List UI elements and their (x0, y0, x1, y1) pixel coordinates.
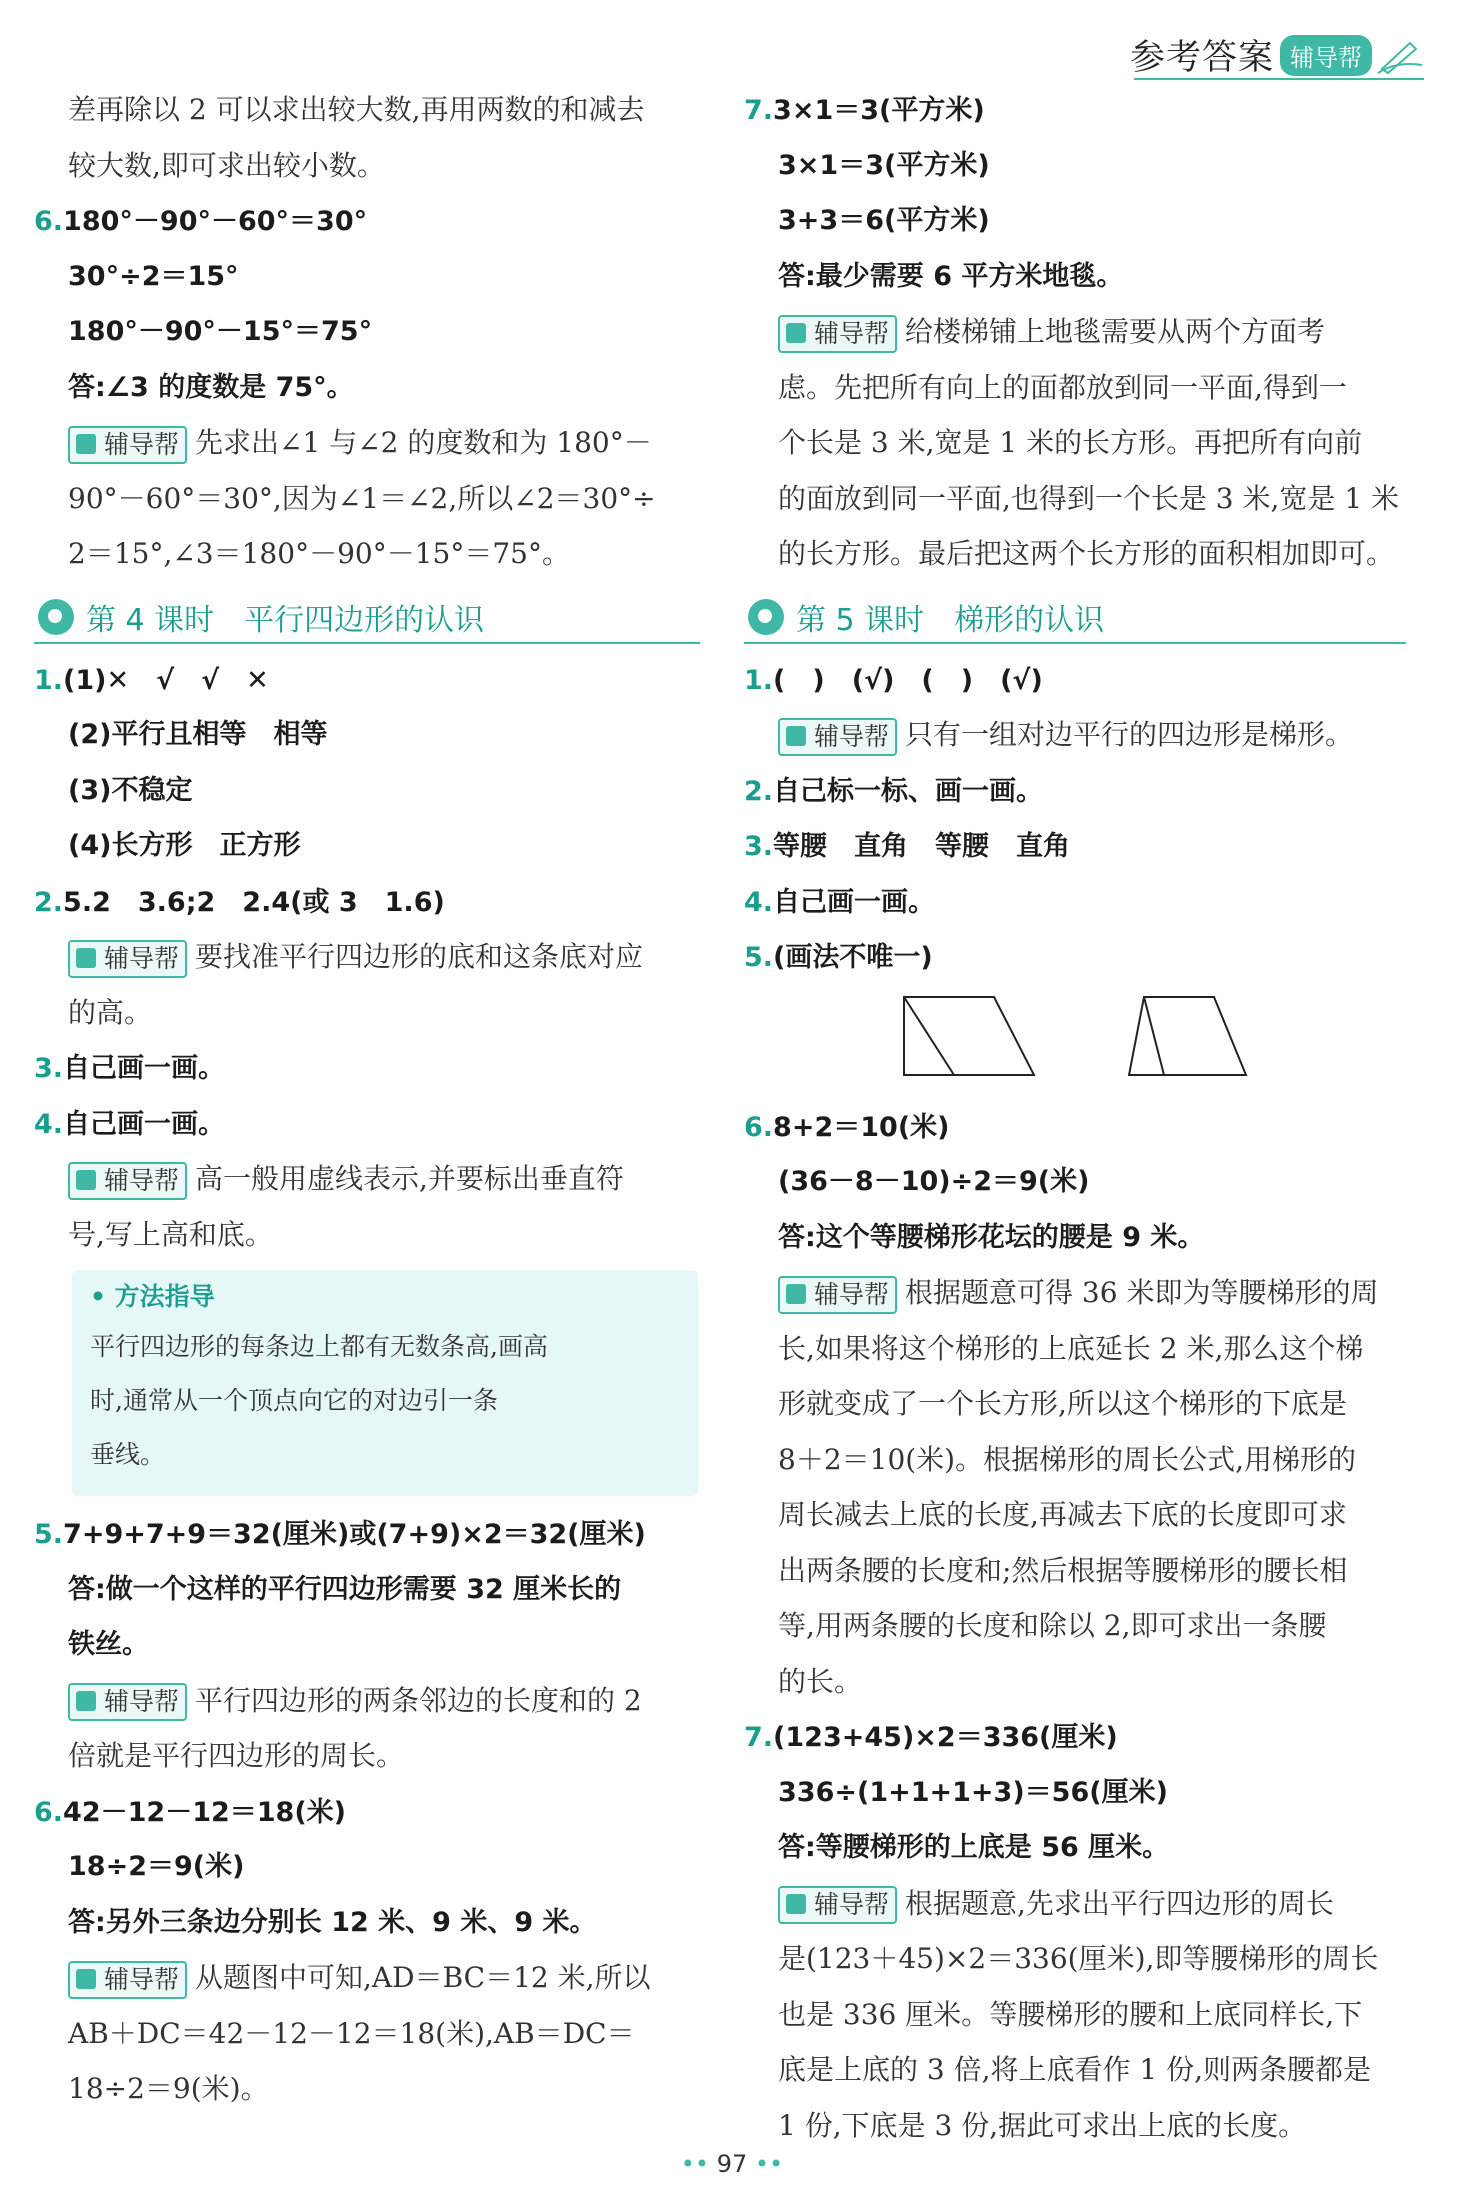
helper-note-line: 倍就是平行四边形的周长。 (68, 1739, 405, 1772)
answer-line: 自己画一画。 (773, 886, 936, 918)
answer-line: 等腰 直角 等腰 直角 (773, 831, 1071, 862)
question-number: 5. (34, 1519, 64, 1550)
helper-note: 辅导帮 根据题意,先求出平行四边形的周长 (744, 1876, 1406, 1932)
answer-line: 42－12－12＝18(米) (63, 1796, 347, 1828)
parallelogram-split-figure (904, 997, 1034, 1075)
helper-note: 辅导帮 只有一组对边平行的四边形是梯形。 (744, 707, 1406, 763)
left-column (34, 82, 700, 2117)
answer-line: 180°－90°－15°＝75° (68, 316, 373, 347)
answer-line: 自己标一标、画一画。 (773, 775, 1044, 807)
helper-badge: 辅导帮 (68, 1683, 187, 1721)
helper-note-line: 周长减去上底的长度,再减去下底的长度即可求 (778, 1498, 1347, 1531)
tip-line: 平行四边形的每条边上都有无数条高,画高 (90, 1332, 548, 1361)
answer-line: 30°÷2＝15° (68, 260, 239, 292)
question-number: 6. (34, 1796, 64, 1828)
question-number: 3. (744, 831, 774, 862)
helper-note-line: 2＝15°,∠3＝180°－90°－15°＝75°。 (68, 537, 570, 570)
bell-icon (748, 599, 784, 635)
answer-line: 答:这个等腰梯形花坛的腰是 9 米。 (778, 1221, 1205, 1253)
tip-line: 时,通常从一个顶点向它的对边引一条 (90, 1386, 498, 1415)
helper-note-line: 长,如果将这个梯形的上底延长 2 米,那么这个梯 (778, 1331, 1364, 1365)
answer-line: (画法不唯一) (773, 942, 933, 973)
bell-icon (38, 599, 74, 635)
helper-note-line: 1 份,下底是 3 份,据此可求出上底的长度。 (778, 2108, 1307, 2142)
tip-title: • 方法指导 (90, 1282, 215, 1311)
helper-note-line: AB＋DC＝42－12－12＝18(米),AB＝DC＝ (68, 2016, 635, 2050)
question-number: 6. (744, 1111, 774, 1143)
helper-badge: 辅导帮 (778, 1886, 897, 1924)
helper-note-line: 18÷2＝9(米)。 (68, 2072, 269, 2105)
helper-note-line: 底是上底的 3 倍,将上底看作 1 份,则两条腰都是 (778, 2053, 1372, 2086)
answer-line: 8+2＝10(米) (773, 1111, 950, 1143)
helper-note: 辅导帮 平行四边形的两条邻边的长度和的 2 (34, 1673, 700, 1729)
right-column (744, 82, 1406, 2153)
question-number: 5. (744, 942, 774, 973)
helper-note-line: 的长。 (778, 1664, 863, 1698)
answer-line: 答:等腰梯形的上底是 56 厘米。 (778, 1832, 1170, 1863)
answer-line: 180°－90°－60°＝30° (63, 206, 368, 237)
answer-line: 答:做一个这样的平行四边形需要 32 厘米长的 (68, 1573, 622, 1605)
question-number: 1. (34, 664, 64, 696)
helper-badge: 辅导帮 (778, 1276, 897, 1314)
trapezoid-split-figure (1129, 997, 1246, 1075)
answer-line: (123+45)×2＝336(厘米) (773, 1722, 1118, 1753)
helper-note-line: 出两条腰的长度和;然后根据等腰梯形的腰长相 (778, 1553, 1348, 1587)
question-number: 1. (744, 664, 774, 696)
pencil-icon (1376, 35, 1424, 75)
helper-note: 辅导帮 高一般用虚线表示,并要标出垂直符 (34, 1151, 700, 1207)
helper-note-line: 的高。 (68, 995, 153, 1029)
header-tag: 辅导帮 (1280, 35, 1372, 76)
helper-badge: 辅导帮 (68, 940, 187, 978)
trapezoid-figures (744, 985, 1406, 1099)
section-title: 第 5 课时 梯形的认识 (796, 602, 1105, 638)
question-number: 7. (744, 1722, 774, 1753)
answer-line: 3×1＝3(平方米) (773, 95, 985, 126)
question-number: 2. (34, 886, 64, 918)
helper-note-line: 的长方形。最后把这两个长方形的面积相加即可。 (778, 537, 1395, 570)
section-heading (34, 582, 700, 652)
section-heading (744, 582, 1406, 652)
helper-badge: 辅导帮 (778, 718, 897, 756)
answer-line: 答:另外三条边分别长 12 米、9 米、9 米。 (68, 1906, 597, 1938)
helper-note: 辅导帮 要找准平行四边形的底和这条底对应 (34, 929, 700, 985)
answer-line: 自己画一画。 (63, 1053, 226, 1084)
answer-line: 3×1＝3(平方米) (778, 149, 990, 181)
method-tip-box (72, 1270, 698, 1496)
answer-line: 答:∠3 的度数是 75°。 (68, 371, 354, 403)
helper-note-line: 形就变成了一个长方形,所以这个梯形的下底是 (778, 1387, 1347, 1420)
page-number: 97 (716, 2150, 748, 2178)
helper-note-line: 是(123＋45)×2＝336(厘米),即等腰梯形的周长 (778, 1942, 1379, 1975)
question-number: 7. (744, 95, 774, 126)
answer-line: 自己画一画。 (63, 1108, 226, 1140)
helper-badge: 辅导帮 (68, 1961, 187, 1999)
section-title: 第 4 课时 平行四边形的认识 (86, 602, 485, 638)
text-line: 差再除以 2 可以求出较大数,再用两数的和减去 (68, 93, 645, 126)
helper-note-line: 也是 336 厘米。等腰梯形的腰和上底同样长,下 (778, 1997, 1363, 2031)
tip-line: 垂线。 (90, 1440, 166, 1469)
answer-line: 3+3＝6(平方米) (778, 205, 990, 236)
answer-line: 336÷(1+1+1+3)＝56(厘米) (778, 1776, 1168, 1808)
helper-note-line: 等,用两条腰的长度和除以 2,即可求出一条腰 (778, 1609, 1327, 1642)
answer-line: 5.2 3.6;2 2.4(或 3 1.6) (63, 886, 445, 918)
helper-note-line: 虑。先把所有向上的面都放到同一平面,得到一 (778, 370, 1347, 404)
answer-line: (36－8－10)÷2＝9(米) (778, 1166, 1090, 1197)
answer-line: (2)平行且相等 相等 (68, 719, 328, 750)
helper-badge: 辅导帮 (778, 315, 897, 353)
trapezoid-drawings (744, 985, 1406, 1099)
question-number: 3. (34, 1053, 64, 1084)
helper-note-line: 90°－60°＝30°,因为∠1＝∠2,所以∠2＝30°÷ (68, 481, 656, 515)
text-line: 较大数,即可求出较小数。 (68, 148, 385, 182)
helper-note-line: 个长是 3 米,宽是 1 米的长方形。再把所有向前 (778, 426, 1363, 459)
answer-line: (3)不稳定 (68, 774, 193, 806)
question-number: 2. (744, 775, 774, 807)
page-footer: •• 97 •• (680, 2150, 784, 2178)
helper-note-line: 号,写上高和底。 (68, 1217, 273, 1251)
answer-line: 铁丝。 (68, 1629, 149, 1660)
answer-line: 答:最少需要 6 平方米地毯。 (778, 260, 1124, 292)
helper-badge: 辅导帮 (68, 426, 187, 464)
answer-line: ( ) (√) ( ) (√) (773, 664, 1043, 696)
answer-line: 18÷2＝9(米) (68, 1851, 245, 1882)
header-title: 参考答案 (1129, 38, 1274, 78)
answer-line: (1)✕ √ √ ✕ (63, 664, 269, 696)
question-number: 6. (34, 206, 64, 237)
question-number: 4. (34, 1108, 64, 1140)
helper-note: 辅导帮 根据题意可得 36 米即为等腰梯形的周 (744, 1265, 1406, 1321)
helper-note: 辅导帮 先求出∠1 与∠2 的度数和为 180°－ (34, 415, 700, 471)
helper-badge: 辅导帮 (68, 1162, 187, 1200)
helper-note-line: 的面放到同一平面,也得到一个长是 3 米,宽是 1 米 (778, 481, 1400, 515)
page-header (1130, 28, 1424, 82)
question-number: 4. (744, 886, 774, 918)
header-rule (1134, 78, 1424, 80)
helper-note: 辅导帮 给楼梯铺上地毯需要从两个方面考 (744, 304, 1406, 360)
helper-note: 辅导帮 从题图中可知,AD＝BC＝12 米,所以 (34, 1950, 700, 2006)
answer-line: (4)长方形 正方形 (68, 830, 301, 861)
answer-line: 7+9+7+9＝32(厘米)或(7+9)×2＝32(厘米) (63, 1519, 646, 1550)
helper-note-line: 8＋2＝10(米)。根据梯形的周长公式,用梯形的 (778, 1442, 1357, 1476)
